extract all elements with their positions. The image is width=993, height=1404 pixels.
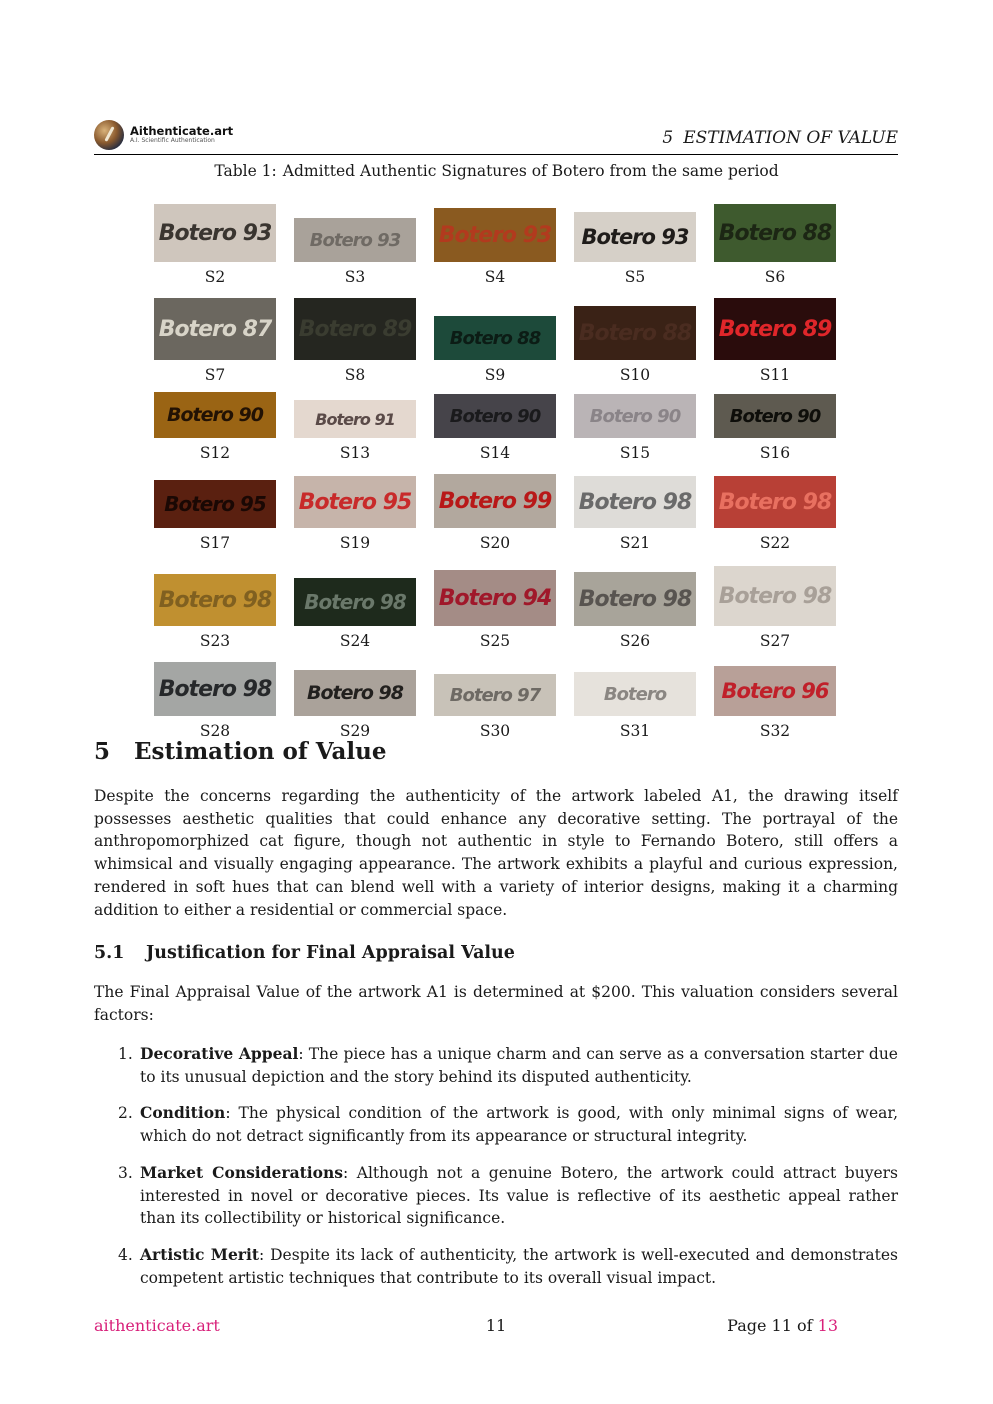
signature-label: S10 <box>619 366 651 384</box>
list-item <box>94 1162 898 1230</box>
signature-image: Botero 88 <box>574 306 696 360</box>
signature-label: S27 <box>759 632 791 650</box>
signature-image: Botero 98 <box>714 476 836 528</box>
signature-label: S29 <box>339 722 371 740</box>
footer-page-prefix: Page 11 of <box>727 1316 813 1335</box>
signature-label: S31 <box>619 722 651 740</box>
signature-cell <box>434 294 556 384</box>
signature-image: Botero 88 <box>434 316 556 360</box>
signature-cell <box>714 294 836 384</box>
signature-cell <box>294 294 416 384</box>
signature-cell <box>714 472 836 552</box>
list-marker: 3. <box>118 1163 133 1182</box>
signature-image: Botero 98 <box>294 670 416 716</box>
subsection-number: 5.1 <box>94 943 125 963</box>
signature-label: S30 <box>479 722 511 740</box>
signature-cell <box>574 392 696 462</box>
signature-label: S24 <box>339 632 371 650</box>
signature-label: S4 <box>484 268 506 286</box>
footer-site-link[interactable]: aithenticate.art <box>94 1316 220 1335</box>
signature-row <box>154 472 838 552</box>
logo-subtitle: A.I. Scientific Authentication <box>130 137 215 145</box>
signature-cell <box>434 392 556 462</box>
list-marker: 4. <box>118 1245 133 1264</box>
signature-image: Botero 89 <box>294 298 416 360</box>
signature-cell <box>574 294 696 384</box>
signature-image: Botero 90 <box>574 394 696 438</box>
running-head-number: 5 <box>662 128 674 148</box>
signature-image: Botero 98 <box>154 662 276 716</box>
footer-page-number: 11 <box>485 1316 507 1335</box>
signature-cell <box>294 392 416 462</box>
signature-image: Botero 90 <box>714 394 836 438</box>
signature-row <box>154 392 838 462</box>
list-item-text: : Despite its lack of authenticity, the artwork is well-executed and demonstrates competent artistic techniques that contribute to its overall visual impact. <box>140 1245 898 1287</box>
signature-label: S9 <box>484 366 506 384</box>
list-item-term: Artistic Merit <box>140 1244 260 1264</box>
table-caption-text: Admitted Authentic Signatures of Botero from the same period <box>282 162 779 180</box>
signature-cell <box>574 196 696 286</box>
signature-cell <box>294 560 416 650</box>
signature-cell <box>574 658 696 740</box>
signature-image: Botero 88 <box>714 204 836 262</box>
signature-image: Botero 93 <box>434 208 556 262</box>
signature-image: Botero 94 <box>434 570 556 626</box>
justification-list <box>94 1043 898 1289</box>
signature-label: S12 <box>199 444 231 462</box>
signature-label: S13 <box>339 444 371 462</box>
signature-cell <box>434 560 556 650</box>
signature-label: S19 <box>339 534 371 552</box>
signature-cell <box>714 658 836 740</box>
logo-title: Aithenticate.art <box>130 123 234 138</box>
signature-cell <box>294 196 416 286</box>
signature-image: Botero 93 <box>154 204 276 262</box>
signature-cell <box>154 294 276 384</box>
list-item-text: : The piece has a unique charm and can serve as a conversation starter due to its unusual depiction and the story behind its disputed authenticity. <box>140 1045 898 1086</box>
running-head <box>662 128 898 148</box>
signature-cell <box>154 392 276 462</box>
signature-image: Botero <box>574 672 696 716</box>
signature-label: S3 <box>344 268 366 286</box>
section-paragraph: Despite the concerns regarding the authenticity of the artwork labeled A1, the drawing itself possesses aesthetic qualities that could enhance any decorative setting. The portrayal of the anthropomorphized cat figure, though not authentic in style to Fernando Botero, still offers a whimsical and visually engaging appearance. The artwork exhibits a playful and curious expression, rendered in soft hues that can blend well with a variety of interior designs, making it a charming addition to either a residential or commercial space. <box>94 787 898 919</box>
signature-image: Botero 95 <box>154 480 276 528</box>
list-item-text: : Although not a genuine Botero, the artwork could attract buyers interested in novel or decorative pieces. Its value is reflective of its aesthetic appeal rather than its collectibility or historical significance. <box>140 1163 898 1228</box>
list-marker: 1. <box>118 1045 133 1063</box>
signature-label: S14 <box>479 444 511 462</box>
signature-cell <box>294 658 416 740</box>
list-item <box>94 1102 898 1147</box>
list-item <box>94 1043 898 1088</box>
signature-cell <box>574 472 696 552</box>
signature-label: S28 <box>199 722 231 740</box>
signature-cell <box>714 560 836 650</box>
page-header <box>94 118 898 155</box>
signature-label: S20 <box>479 534 511 552</box>
signature-row <box>154 196 838 286</box>
list-marker: 2. <box>118 1104 133 1123</box>
signature-row <box>154 560 838 650</box>
signature-label: S5 <box>624 268 646 286</box>
signature-cell <box>434 658 556 740</box>
signature-image: Botero 98 <box>294 578 416 626</box>
signature-label: S8 <box>344 366 366 384</box>
list-item-term: Condition <box>140 1103 226 1123</box>
list-item <box>94 1244 898 1289</box>
signature-row <box>154 658 838 740</box>
subsection-title-text: Justification for Final Appraisal Value <box>146 943 515 963</box>
section-number: 5 <box>94 738 111 765</box>
signature-row <box>154 294 838 384</box>
signature-label: S21 <box>619 534 651 552</box>
signature-image: Botero 96 <box>714 666 836 716</box>
table-caption <box>0 162 993 180</box>
signature-label: S17 <box>199 534 231 552</box>
subsection-title <box>94 943 515 963</box>
signature-image: Botero 89 <box>714 298 836 360</box>
footer-page-total[interactable]: 13 <box>817 1316 838 1335</box>
signature-label: S32 <box>759 722 791 740</box>
signature-cell <box>434 472 556 552</box>
running-head-title: ESTIMATION OF VALUE <box>683 128 898 148</box>
signature-cell <box>154 560 276 650</box>
signature-label: S7 <box>204 366 226 384</box>
signature-label: S26 <box>619 632 651 650</box>
signature-image: Botero 98 <box>574 476 696 528</box>
signature-image: Botero 87 <box>154 298 276 360</box>
signature-label: S6 <box>764 268 786 286</box>
signature-image: Botero 91 <box>294 400 416 438</box>
table-caption-label: Table 1: <box>214 162 277 180</box>
signature-label: S11 <box>759 366 791 384</box>
subsection-intro: The Final Appraisal Value of the artwork A1 is determined at $200. This valuation considers several factors: <box>94 983 898 1024</box>
signature-image: Botero 95 <box>294 476 416 528</box>
signature-label: S23 <box>199 632 231 650</box>
signature-cell <box>294 472 416 552</box>
page-footer <box>94 1316 838 1338</box>
signature-image: Botero 98 <box>154 574 276 626</box>
list-item-term: Decorative Appeal <box>140 1044 299 1063</box>
signature-image: Botero 99 <box>434 474 556 528</box>
footer-page-count <box>727 1316 838 1335</box>
signature-cell <box>154 196 276 286</box>
logo-icon <box>94 120 124 150</box>
signature-image: Botero 98 <box>574 572 696 626</box>
logo <box>94 120 233 150</box>
list-item-text: : The physical condition of the artwork is good, with only minimal signs of wear, which do not detract significantly from its appearance or structural integrity. <box>140 1104 898 1146</box>
signature-label: S25 <box>479 632 511 650</box>
signature-image: Botero 90 <box>154 392 276 438</box>
list-item-term: Market Considerations <box>140 1162 343 1182</box>
signature-cell <box>434 196 556 286</box>
signature-label: S16 <box>759 444 791 462</box>
signature-image: Botero 93 <box>294 218 416 262</box>
signature-image: Botero 90 <box>434 394 556 438</box>
signature-label: S2 <box>204 268 226 286</box>
signature-cell <box>154 658 276 740</box>
signature-cell <box>714 392 836 462</box>
signature-grid <box>154 196 838 740</box>
signature-image: Botero 97 <box>434 674 556 716</box>
signature-cell <box>574 560 696 650</box>
section-title-text: Estimation of Value <box>134 738 387 765</box>
signature-cell <box>714 196 836 286</box>
signature-image: Botero 93 <box>574 212 696 262</box>
section-title <box>94 738 386 765</box>
signature-label: S22 <box>759 534 791 552</box>
signature-cell <box>154 472 276 552</box>
signature-label: S15 <box>619 444 651 462</box>
signature-image: Botero 98 <box>714 566 836 626</box>
